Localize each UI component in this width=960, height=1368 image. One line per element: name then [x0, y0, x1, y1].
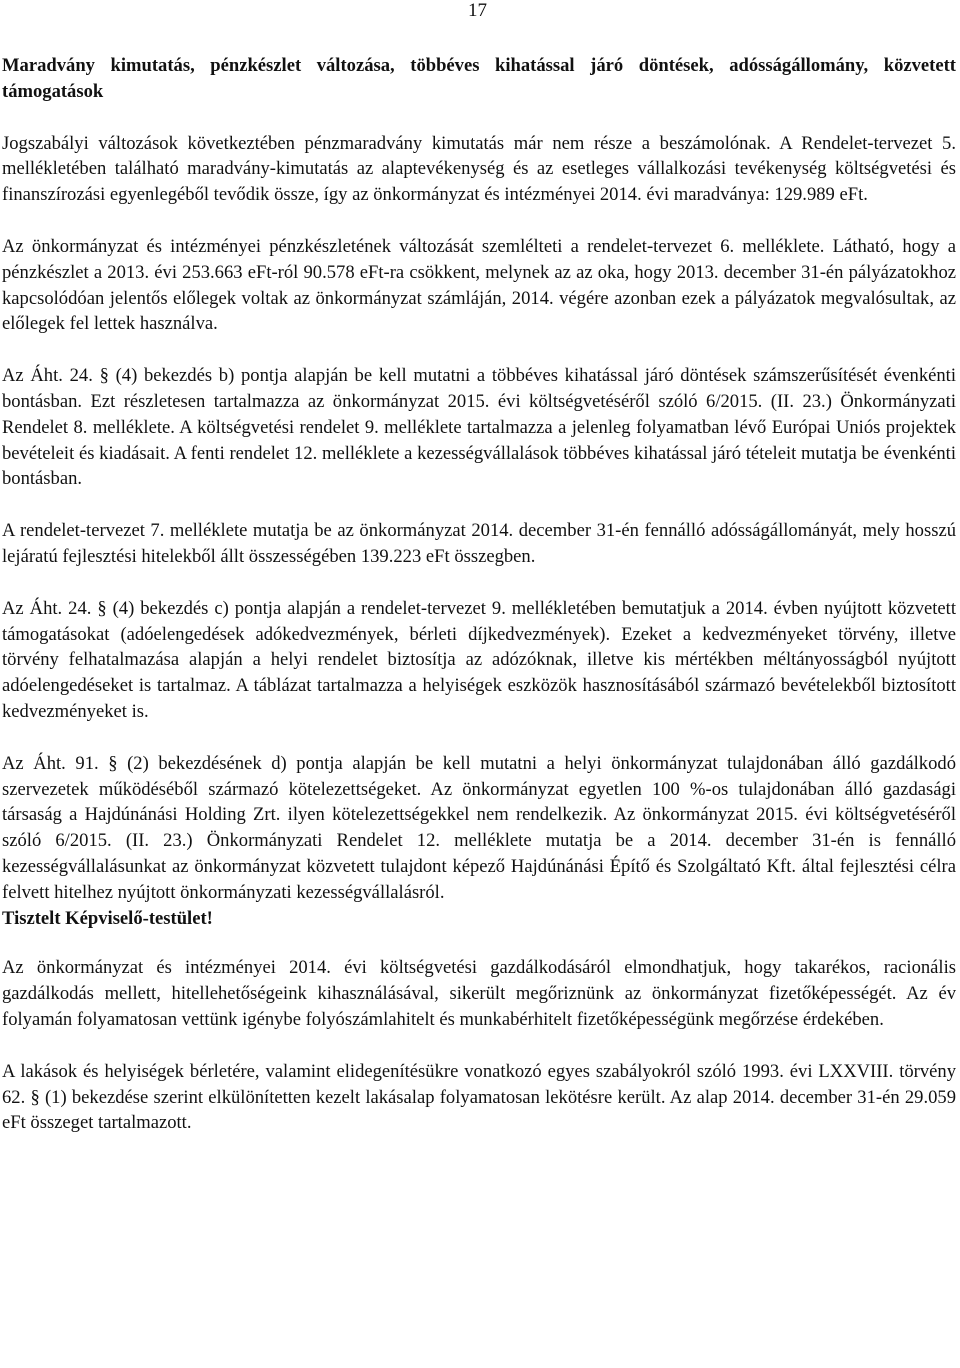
- document-body: [2, 53, 956, 1136]
- paragraph-debt: A rendelet-tervezet 7. melléklete mutatja be az önkormányzat 2014. december 31-én fennálló adósságállományát, mely hosszú lejáratú fejlesztési hitelekből állt összességében 139.223 eFt összegben.: [2, 520, 956, 567]
- address-title: Tisztelt Képviselő-testület!: [2, 907, 213, 929]
- paragraph-obligations: Az Áht. 91. § (2) bekezdésének d) pontja alapján be kell mutatni a helyi önkormányzat tulajdonában álló gazdálkodó szervezetek működéséből származó kötelezettségeket. Az önkormányzat egyetlen 100 %-os tulajdonában álló gazdasági társaság a Hajdúnánási Holding Zrt. ilyen kötelezettségekkel nem rendelkezik. Az önkormányzat 2015. évi költségvetéséről szóló 6/2015. (II. 23.) Önkormányzati Rendelet 12. melléklete mutatja be a 2014. december 31-én is fennálló kezességvállalásunkat az önkormányzat közvetett tulajdont képező Hajdúnánási Építő és Szolgáltató Kft. által fejlesztési célra felvett hitelhez nyújtott önkormányzati kezességvállalásról.: [2, 752, 956, 903]
- paragraph-remainder: Jogszabályi változások következtében pénzmaradvány kimutatás már nem része a beszámolónak. A Rendelet-tervezet 5. mellékletében található maradvány-kimutatás az alaptevékenység és az esetleges vállalkozási tevékenység költségvetési és finanszírozási egyenlegéből tevődik össze, így az önkormányzat és intézményei 2014. évi maradványa: 129.989 eFt.: [2, 132, 956, 206]
- page-number: 17: [468, 0, 487, 21]
- paragraph-housing-fund: A lakások és helyiségek bérletére, valamint elidegenítésükre vonatkozó egyes szabályokról szóló 1993. évi LXXVIII. törvény 62. § (1) bekezdése szerint elkülönítetten kezelt lakásalap folyamatosan lekötésre került. Az alap 2014. december 31-én 29.059 eFt összeget tartalmazott.: [2, 1060, 956, 1134]
- paragraph-indirect-support: Az Áht. 24. § (4) bekezdés c) pontja alapján a rendelet-tervezet 9. mellékletében bemutatjuk a 2014. évben nyújtott közvetett támogatásokat (adóelengedések adókedvezmények, bérleti díjkedvezmények). Ezeket a kedvezményeket törvény, illetve törvény felhatalmazása alapján a helyi rendelet biztosítja az adózóknak, illetve kis mértékben méltányosságból nyújtott adóelengedéseket is tartalmaz. A táblázat tartalmazza a helyiségek eszközök hasznosításából származó bevételekből biztosított kedvezményeket is.: [2, 597, 956, 722]
- paragraph-cash-change: Az önkormányzat és intézményei pénzkészletének változását szemlélteti a rendelet-tervezet 6. melléklete. Látható, hogy a pénzkészlet a 2013. évi 253.663 eFt-ról 90.578 eFt-ra csökkent, melynek az az oka, hogy 2013. december 31-én pályázatokhoz kapcsolódóan jelentős előlegek voltak az önkormányzat számláján, 2014. végére azonban ezek a pályázatok megvalósultak, az előlegek fel lettek használva.: [2, 235, 956, 335]
- paragraph-summary: Az önkormányzat és intézményei 2014. évi költségvetési gazdálkodásáról elmondhatjuk, hogy takarékos, racionális gazdálkodás mellett, hitellehetőségeink kihasználásával, sikerült megőriznünk az önkormányzat fizetőképességét. Az év folyamán folyamatosan vettünk igénybe folyószámlahitelt és munkabérhitelt fizetőképességünk megőrzése érdekében.: [2, 957, 956, 1030]
- paragraph-multiyear-decisions: Az Áht. 24. § (4) bekezdés b) pontja alapján be kell mutatni a többéves kihatással járó döntések számszerűsítését évenkénti bontásban. Ezt részletesen tartalmazza az önkormányzat 2015. évi költségvetéséről szóló 6/2015. (II. 23.) Önkormányzati Rendelet 8. melléklete. A költségvetési rendelet 9. melléklete tartalmazza a jelenleg folyamatban lévő Európai Uniós projektek bevételeit és kiadásait. A fenti rendelet 12. melléklete a kezességvállalások többéves kihatással járó tételeit mutatja be évenkénti bontásban.: [2, 365, 956, 490]
- section-heading: Maradvány kimutatás, pénzkészlet változása, többéves kihatással járó döntések, adósságállomány, közvetett támogatások: [2, 55, 956, 102]
